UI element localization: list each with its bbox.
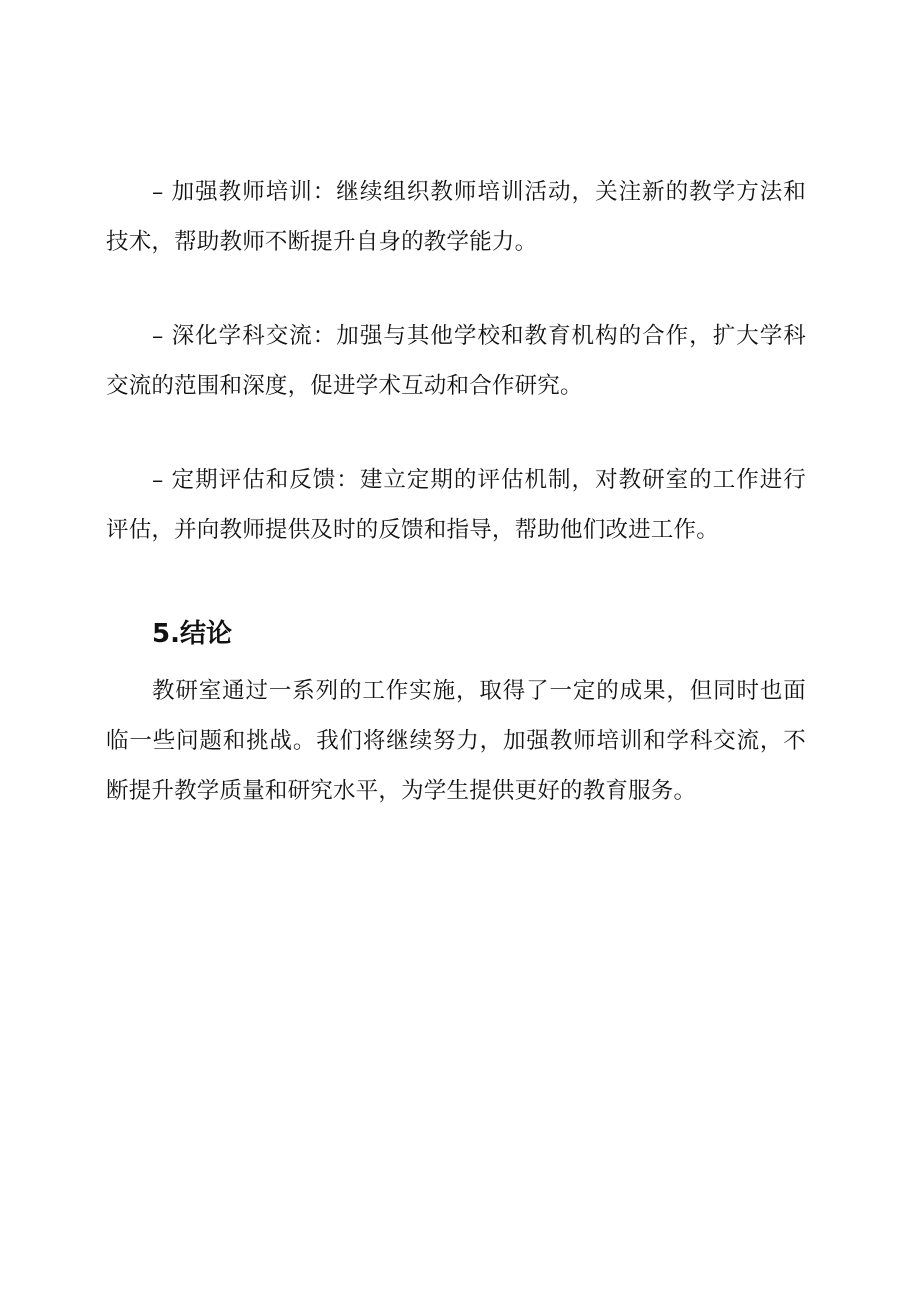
bullet-subject-exchange: – 深化学科交流：加强与其他学校和教育机构的合作，扩大学科交流的范围和深度，促进学术互动和合作研究。 xyxy=(106,323,806,399)
bullet-evaluation-feedback: – 定期评估和反馈：建立定期的评估机制，对教研室的工作进行评估，并向教师提供及时的反馈和指导，帮助他们改进工作。 xyxy=(106,467,806,543)
section-heading-conclusion: 5.结论 xyxy=(152,619,232,649)
bullet-teacher-training: – 加强教师培训：继续组织教师培训活动，关注新的教学方法和技术，帮助教师不断提升自身的教学能力。 xyxy=(106,179,806,255)
conclusion-paragraph: 教研室通过一系列的工作实施，取得了一定的成果，但同时也面临一些问题和挑战。我们将继续努力，加强教师培训和学科交流，不断提升教学质量和研究水平，为学生提供更好的教育服务。 xyxy=(106,678,806,804)
